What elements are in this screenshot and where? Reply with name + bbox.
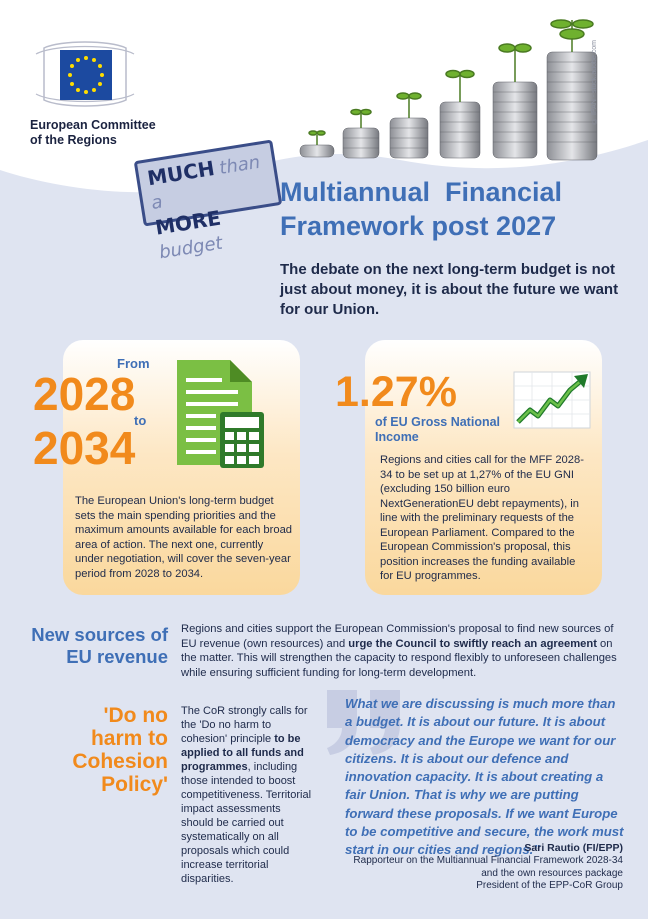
role-line2: and the own resources package (481, 867, 623, 879)
gni-percentage: 1.27% (335, 368, 457, 416)
budget-document-icon (172, 360, 267, 470)
do-no-harm-heading: 'Do no harm to Cohesion Policy' (72, 704, 168, 796)
stamp-word-much: MUCH (145, 155, 217, 191)
gni-description: Regions and cities call for the MFF 2028-34 to be set up at 1,27% of the EU GNI (excluding 150 billion euro NextGenerationEU debt repayments), in line with the preliminary requests of the European Parliament. Compared to the European Commission's proposal, this position increases the funding available for EU programmes. (380, 454, 584, 582)
quote-author-role (323, 855, 623, 893)
eu-flag-icon (30, 38, 140, 110)
page-title (280, 175, 630, 243)
dnh-text-b: , including those intended to boost competitiveness. Territorial impact assessments should be carried out systematically on all proposals which could increase territorial disparities. (181, 761, 312, 885)
page-subtitle: The debate on the next long-term budget is not just about money, it is about the future we want for our Union. (280, 261, 619, 318)
cor-logo (30, 38, 170, 148)
to-label: to (134, 413, 147, 428)
dnh-text-bold: to be applied to all funds and programmes (181, 733, 304, 773)
dnh-text-a: The CoR strongly calls for the 'Do no harm to cohesion' principle (181, 705, 308, 745)
new-sources-text-b: on the matter. This will strengthen the capacity to respond flexibly to unforeseen challenges while ensuring sufficient funding for long-term development. (181, 637, 617, 679)
title-line1: Multiannual Financial (280, 177, 563, 207)
from-label: From (117, 356, 150, 371)
timeframe-description: The European Union's long-term budget sets the main spending priorities and the maximum amounts available for each broad area of action. The next one, currently under negotiation, will cover the seven-year period from 2028 to 2034. (75, 495, 293, 580)
title-line2: Framework post 2027 (280, 211, 557, 241)
new-sources-heading: New sources of EU revenue (31, 624, 168, 667)
photo-credit: © IPAN - stock.adobe.com (591, 40, 598, 124)
org-name-line1: European Committee (30, 118, 156, 132)
gni-label: of EU Gross National Income (375, 415, 501, 444)
growth-chart-icon (512, 370, 592, 430)
role-line3: President of the EPP-CoR Group (476, 880, 623, 891)
year-end: 2034 (33, 422, 136, 474)
org-name-line2: of the Regions (30, 133, 117, 147)
stamp-word-budget: budget (157, 232, 225, 264)
new-sources-text (181, 622, 621, 680)
stamp-word-more: MORE (153, 205, 223, 240)
stamp-word-than-a: than a (149, 151, 262, 214)
coin-stacks-image (295, 10, 615, 185)
new-sources-text-bold: urge the Council to swiftly reach an agreement (348, 637, 597, 650)
do-no-harm-text (181, 704, 311, 886)
role-line1: Rapporteur on the Multiannual Financial Framework 2028-34 (353, 855, 623, 866)
quote-text: What we are discussing is much more than a budget. It is about our future. It is about democracy and the Europe we want for our citizens. It is about our defence and innovation capacity. It is about creating a fair Union. That is why we are putting forward these proposals. If we want Europe to be competitive and secure, the work must start in our cities and regions.” (345, 696, 624, 858)
new-sources-text-a: Regions and cities support the European Commission's proposal to find new sources of EU revenue (own resources) and (181, 623, 614, 650)
quote-author: Sari Rautio (FI/EPP) (524, 842, 623, 854)
year-start: 2028 (33, 368, 136, 420)
